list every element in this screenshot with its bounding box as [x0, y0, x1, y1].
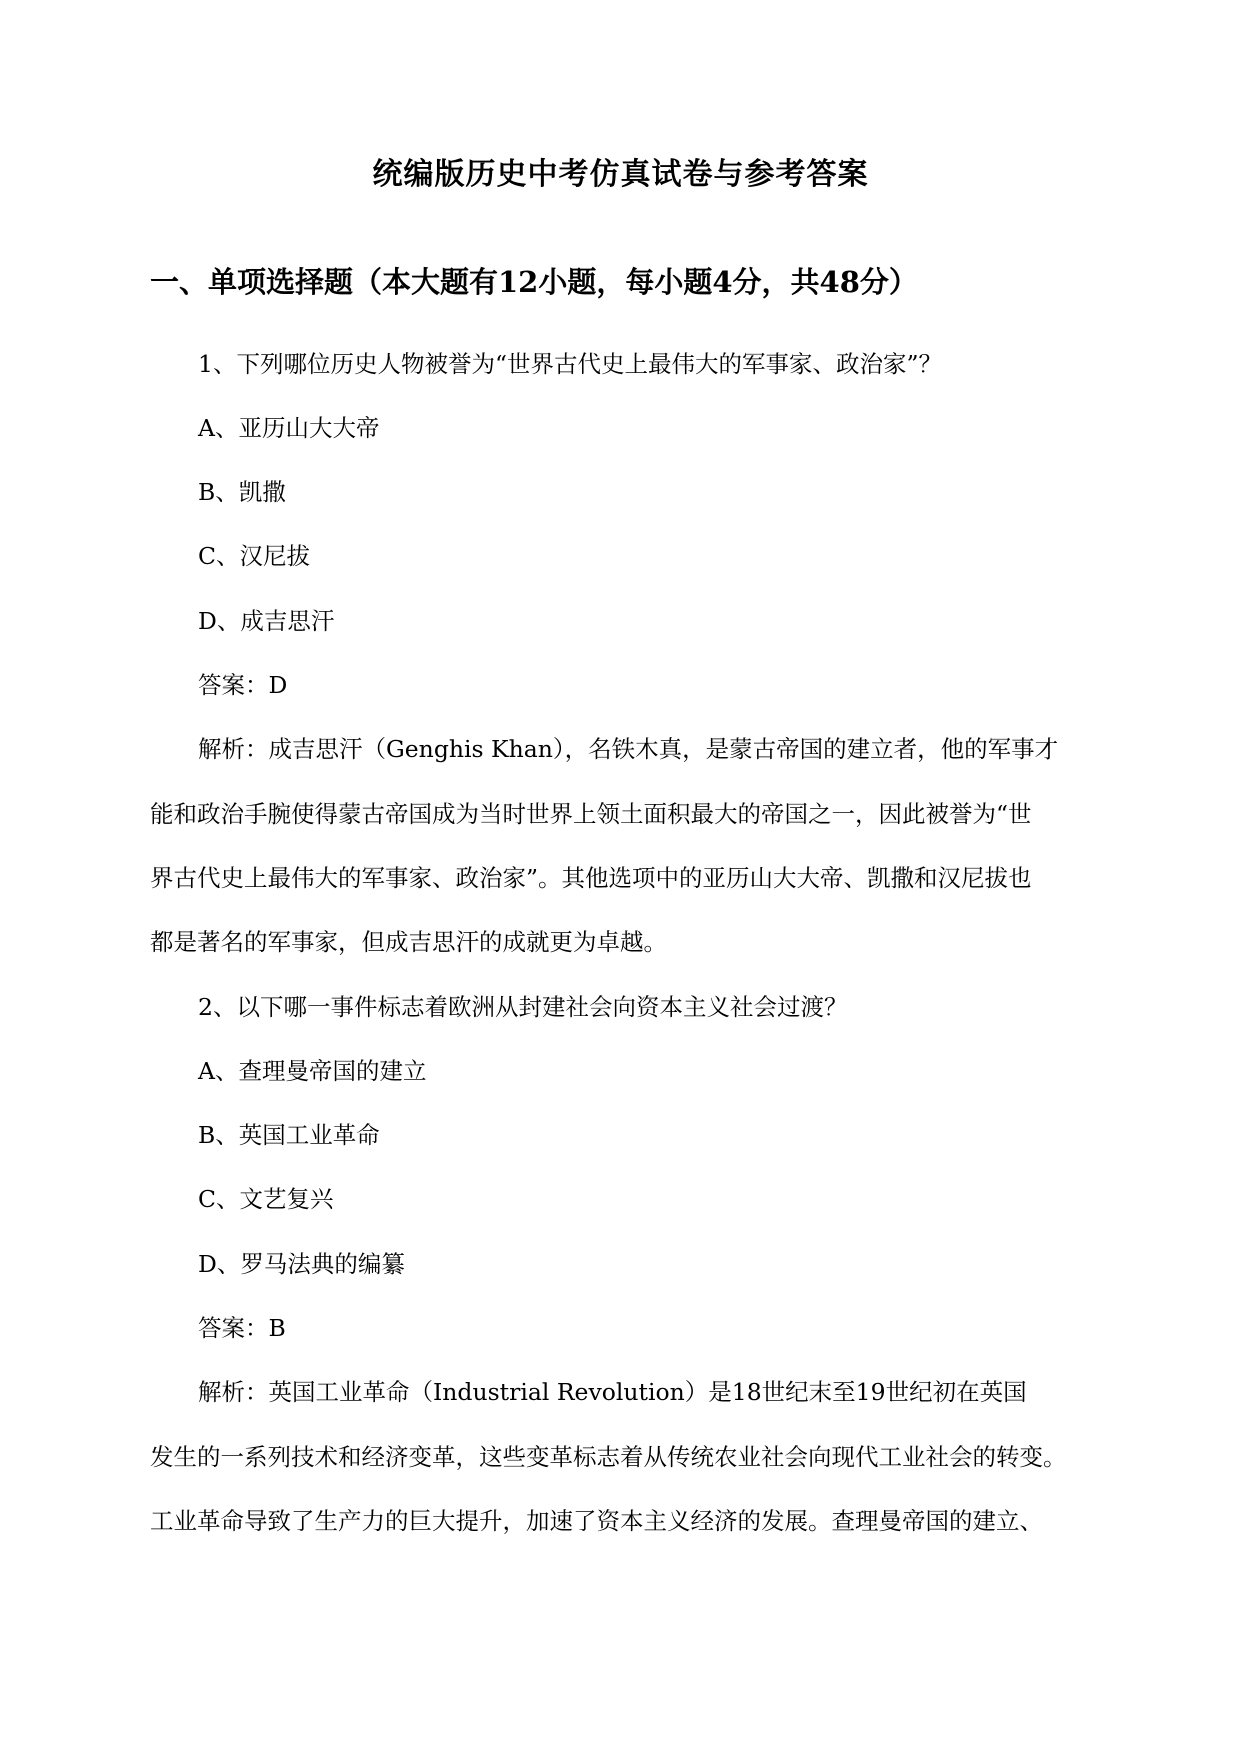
question-1-option-c: C、汉尼拔	[198, 542, 310, 570]
question-1-analysis-line: 都是著名的军事家，但成吉思汗的成就更为卓越。	[150, 928, 667, 956]
question-2-option-c: C、文艺复兴	[198, 1185, 334, 1213]
question-2-option-b: B、英国工业革命	[198, 1121, 380, 1149]
question-1-analysis-line: 能和政治手腕使得蒙古帝国成为当时世界上领土面积最大的帝国之一，因此被誉为“世	[150, 800, 1032, 828]
section-heading: 一、单项选择题（本大题有12小题，每小题4分，共48分）	[150, 265, 918, 299]
question-2-stem: 2、以下哪一事件标志着欧洲从封建社会向资本主义社会过渡？	[198, 993, 848, 1021]
question-1-option-d: D、成吉思汗	[198, 607, 335, 635]
question-2-option-d: D、罗马法典的编纂	[198, 1250, 405, 1278]
question-1-analysis-line: 界古代史上最伟大的军事家、政治家”。其他选项中的亚历山大大帝、凯撒和汉尼拔也	[150, 864, 1032, 892]
document-title: 统编版历史中考仿真试卷与参考答案	[372, 157, 869, 192]
question-2-answer: 答案：B	[198, 1314, 286, 1342]
question-1-stem: 1、下列哪位历史人物被誉为“世界古代史上最伟大的军事家、政治家”？	[198, 350, 942, 378]
question-2-analysis-line: 解析：英国工业革命（Industrial Revolution）是18世纪末至19世纪初在英国	[198, 1378, 1027, 1406]
question-1-option-b: B、凯撒	[198, 478, 286, 506]
question-2-option-a: A、查理曼帝国的建立	[198, 1057, 427, 1085]
question-1-analysis-line: 解析：成吉思汗（Genghis Khan），名铁木真，是蒙古帝国的建立者，他的军事才	[198, 735, 1059, 763]
question-2-analysis-line: 工业革命导致了生产力的巨大提升，加速了资本主义经济的发展。查理曼帝国的建立、	[150, 1507, 1043, 1535]
question-2-analysis-line: 发生的一系列技术和经济变革，这些变革标志着从传统农业社会向现代工业社会的转变。	[150, 1443, 1067, 1471]
question-1-answer: 答案：D	[198, 671, 288, 699]
question-1-option-a: A、亚历山大大帝	[198, 414, 380, 442]
